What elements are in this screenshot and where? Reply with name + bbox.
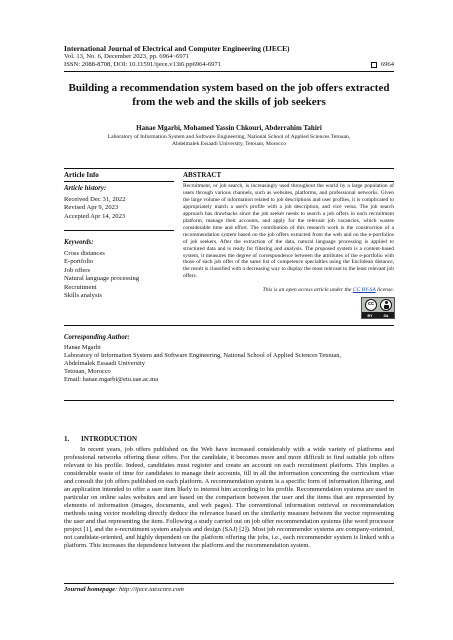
volume-line: Vol. 13, No. 6, December 2023, pp. 6964~6971 xyxy=(64,53,190,60)
affiliation-line: Laboratory of Information System and Software Engineering, National School of Applied Sciences Tetouan, xyxy=(107,134,351,140)
affiliation-line: Abdelmalek Essaadi University, Tetouan, Morocco xyxy=(171,140,287,147)
license-prefix: This is an open access article under the xyxy=(262,287,353,293)
authors: Hanae Mgarbi, Mohamed Yassin Chkouri, Abderrahim Tahiri xyxy=(136,124,322,132)
abstract-text: Recruitment, or job search, is increasingly used throughout the world by a large population of users through various channels, such as websites, platforms, and professional networks. Given the large volume of information related to job descriptions and user profiles, it is complicated to appropriately match a user's profile with a job description, and vice versa. The job search approach has drawbacks since the job seeker needs to search a job offers in each recruitment platform, manage their accounts, and apply for the relevant job vacancies, which wastes considerable time and effort. The contribution of this research work is the construction of a recommendation system based on the job offers extracted from the web and on the e-portfolios of job seekers. After the extraction of the data, natural language processing is applied to structured data and is ready for filtering and analysis. The proposed system is a content-based system, it measures the degree of correspondence between the attributes of the e-portfolio with those of each job offer of the same list of competence specialties using the Euclidean distance, the result is classified with a decreasing way to display the most relevant to the least relevant job offers. xyxy=(183,183,394,280)
corresponding-author xyxy=(64,344,394,384)
footer-label: Journal homepage xyxy=(64,586,116,593)
section-number: 1. xyxy=(64,435,70,443)
article-info-heading: Article Info xyxy=(64,171,99,179)
footer-rule xyxy=(64,583,394,584)
section-top-rule xyxy=(64,168,394,169)
journal-name: International Journal of Electrical and Computer Engineering (IJECE) xyxy=(64,44,290,53)
affiliation xyxy=(64,134,394,147)
keyword: Recruitment xyxy=(64,283,97,291)
history-received: Received Dec 31, 2022 xyxy=(64,196,126,203)
section-title: INTRODUCTION xyxy=(81,435,138,443)
author-email: Email: hanae.mgarbi@etu.uae.ac.ma xyxy=(64,376,159,384)
keyword: E-portfolio xyxy=(64,258,94,266)
page-number-group xyxy=(371,61,394,69)
history-accepted: Accepted Apr 14, 2023 xyxy=(64,212,126,220)
section-heading xyxy=(64,435,137,444)
cc-by-sa-badge[interactable] xyxy=(361,297,395,319)
cc-sa-label: SA xyxy=(383,313,389,318)
cc-icon: cc xyxy=(365,299,377,311)
journal-header xyxy=(64,44,394,69)
keywords-rule xyxy=(64,230,174,231)
square-icon xyxy=(371,62,377,68)
footer-url[interactable]: http://ijece.iaescore.com xyxy=(118,586,184,593)
author-university: Abdelmalek Essaadi University xyxy=(64,360,145,368)
abstract-bottom-rule xyxy=(64,325,394,326)
journal-footer: Journal homepage: http://ijece.iaescore.com xyxy=(64,586,184,593)
cc-by-label: BY xyxy=(367,313,373,318)
abstract-rule xyxy=(183,181,394,182)
keywords-heading: Keywords: xyxy=(64,239,94,246)
page-number: 6964 xyxy=(380,61,394,69)
license-suffix: license. xyxy=(375,287,394,293)
corresponding-bottom-rule xyxy=(64,400,394,401)
header-rule xyxy=(64,71,394,72)
author-affiliation: Laboratory of Information System and Software Engineering, National School of Applied Sciences Tetouan, xyxy=(64,352,342,360)
license-link[interactable]: CC BY-SA xyxy=(352,287,376,293)
cc-badge-labels xyxy=(362,312,394,319)
person-icon xyxy=(380,299,392,311)
license-line xyxy=(183,287,394,294)
introduction-text: In recent years, job offers published on the Web have increased considerably with a wide variety of platforms and professional networks offering these offers. For the candidate, it becomes more and more difficult to find suitable job offers relevant to his profile. Indeed, candidates must register and create an account on each recruitment platform. This implies a considerable waste of time for candidates to manage their accounts, fill in all the information concerning the curriculum vitae and consult the job offers published on each platform. A recommendation system is a specific form of information filtering, and an application intended to offer a user item likely to interest him according to his profile. Recommendation systems are used in particular on online sales websites and are based on the comparison between the user and the items that are represented by elements of information (images, documents, and web pages). The conventional information retrieval or recommendation methods using vector modeling directly deduce the relevance based on the similarity measure between the vector representing the user and that representing the item. Following a study carried out on job offer recommendation systems (the word processor project [1], and the e-recruitment system analysis and design (SAJ) [2]). Most job recommender systems are company-oriented, not candidate-oriented, and highly dependent on the platform offering the jobs, i.e., each recommender system is linked with a platform. This increases the dependence between the platform and the recommendation system. xyxy=(64,446,394,550)
keyword: Job offers xyxy=(64,266,91,274)
article-history xyxy=(64,184,174,221)
paper-title: Building a recommendation system based on the job offers extracted from the web and the skills of job seekers xyxy=(68,82,390,108)
article-info-rule xyxy=(64,181,174,182)
cc-badge-top xyxy=(362,298,394,312)
keywords xyxy=(64,238,174,300)
issn-row xyxy=(64,61,394,69)
author-name: Hanae Mgarbi xyxy=(64,344,101,351)
author-location: Tetouan, Morocco xyxy=(64,368,111,376)
keyword: Skills analysis xyxy=(64,292,102,300)
history-heading: Article history: xyxy=(64,185,107,192)
keyword: Cross distances xyxy=(64,250,105,257)
abstract-heading: ABSTRACT xyxy=(183,171,222,179)
keyword: Natural language processing xyxy=(64,275,140,283)
history-revised: Revised Apr 9, 2023 xyxy=(64,204,119,212)
corresponding-author-heading: Corresponding Author: xyxy=(64,334,130,341)
issn-line: ISSN: 2088-8708, DOI: 10.11591/ijece.v13i6.pp6964-6971 xyxy=(64,61,222,69)
